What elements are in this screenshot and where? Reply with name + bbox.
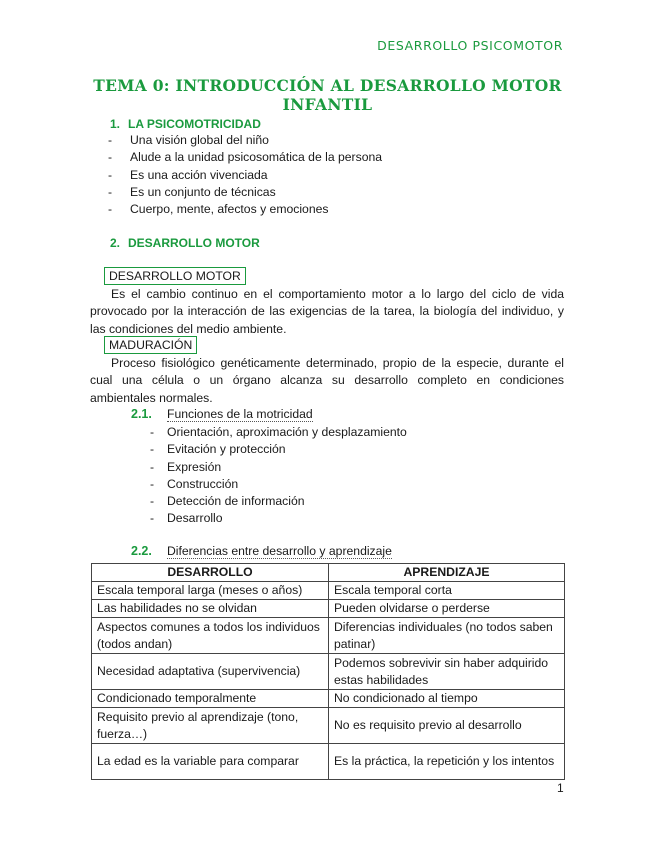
section-2-number: 2. bbox=[110, 236, 121, 250]
list-item: - Orientación, aproximación y desplazamiento bbox=[150, 425, 407, 439]
table-cell: Escala temporal larga (meses o años) bbox=[92, 582, 329, 600]
table-cell: Condicionado temporalmente bbox=[92, 690, 329, 708]
table-cell: Pueden olvidarse o perderse bbox=[329, 600, 565, 618]
list-item: - Es un conjunto de técnicas bbox=[108, 184, 276, 199]
table-cell: Requisito previo al aprendizaje (tono, fuerza…) bbox=[92, 708, 329, 744]
subsection-2-1-heading bbox=[131, 407, 313, 421]
list-item: - Expresión bbox=[150, 459, 222, 474]
subsection-2-1-list bbox=[150, 424, 407, 528]
table-header-cell: DESARROLLO bbox=[92, 564, 329, 582]
list-item: - Una visión global del niño bbox=[108, 133, 269, 147]
table-cell: Las habilidades no se olvidan bbox=[92, 600, 329, 618]
term-desarrollo-motor: DESARROLLO MOTOR bbox=[104, 267, 246, 285]
section-2-title: DESARROLLO MOTOR bbox=[128, 236, 260, 250]
section-1-heading bbox=[110, 117, 261, 131]
table-cell: Escala temporal corta bbox=[329, 582, 565, 600]
section-1-number: 1. bbox=[110, 117, 121, 131]
table-cell: No condicionado al tiempo bbox=[329, 690, 565, 708]
section-1-list bbox=[108, 132, 382, 218]
page-header: DESARROLLO PSICOMOTOR bbox=[377, 38, 563, 53]
subsection-2-2-title: Diferencias entre desarrollo y aprendizaje bbox=[167, 544, 392, 558]
table-row bbox=[92, 690, 565, 708]
list-item: - Cuerpo, mente, afectos y emociones bbox=[108, 202, 329, 217]
table-row bbox=[92, 744, 565, 780]
table-header-row bbox=[92, 564, 565, 582]
table-row bbox=[92, 654, 565, 690]
table-cell: La edad es la variable para comparar bbox=[92, 744, 329, 780]
table-cell: Necesidad adaptativa (supervivencia) bbox=[92, 654, 329, 690]
table-row bbox=[92, 708, 565, 744]
list-item: - Desarrollo bbox=[150, 511, 223, 526]
list-item: - Evitación y protección bbox=[150, 442, 286, 457]
table-cell: Podemos sobrevivir sin haber adquirido estas habilidades bbox=[329, 654, 565, 690]
subsection-2-1-number: 2.1. bbox=[131, 407, 152, 421]
comparison-table bbox=[91, 563, 565, 780]
subsection-2-2-heading bbox=[131, 544, 392, 558]
definition-desarrollo-motor: Es el cambio continuo en el comportamiento motor a lo largo del ciclo de vida provocado por la interacción de las exigencias de la tarea, la biología del individuo, y las condiciones del medio ambiente. bbox=[90, 287, 564, 336]
term-maduracion: MADURACIÓN bbox=[104, 336, 197, 354]
page-title: TEMA 0: INTRODUCCIÓN AL DESARROLLO MOTOR INFANTIL bbox=[93, 76, 562, 114]
table-cell: Diferencias individuales (no todos saben patinar) bbox=[329, 618, 565, 654]
table-header-cell: APRENDIZAJE bbox=[329, 564, 565, 582]
definition-maduracion: Proceso fisiológico genéticamente determinado, propio de la especie, durante el cual una célula o un órgano alcanza su desarrollo completo en condiciones ambientales normales. bbox=[90, 356, 564, 405]
section-1-title: LA PSICOMOTRICIDAD bbox=[128, 117, 261, 131]
subsection-2-1-title: Funciones de la motricidad bbox=[167, 407, 313, 421]
section-2-heading bbox=[110, 236, 260, 250]
table-cell: Es la práctica, la repetición y los intentos bbox=[329, 744, 565, 780]
table-row bbox=[92, 582, 565, 600]
table-row bbox=[92, 600, 565, 618]
list-item: - Alude a la unidad psicosomática de la persona bbox=[108, 150, 383, 165]
table-cell: Aspectos comunes a todos los individuos (todos andan) bbox=[92, 618, 329, 654]
list-item: - Detección de información bbox=[150, 494, 305, 509]
subsection-2-2-number: 2.2. bbox=[131, 544, 152, 558]
page-number: 1 bbox=[557, 781, 564, 795]
table-cell: No es requisito previo al desarrollo bbox=[329, 708, 565, 744]
list-item: - Es una acción vivenciada bbox=[108, 167, 268, 182]
table-row bbox=[92, 618, 565, 654]
list-item: - Construcción bbox=[150, 476, 239, 491]
